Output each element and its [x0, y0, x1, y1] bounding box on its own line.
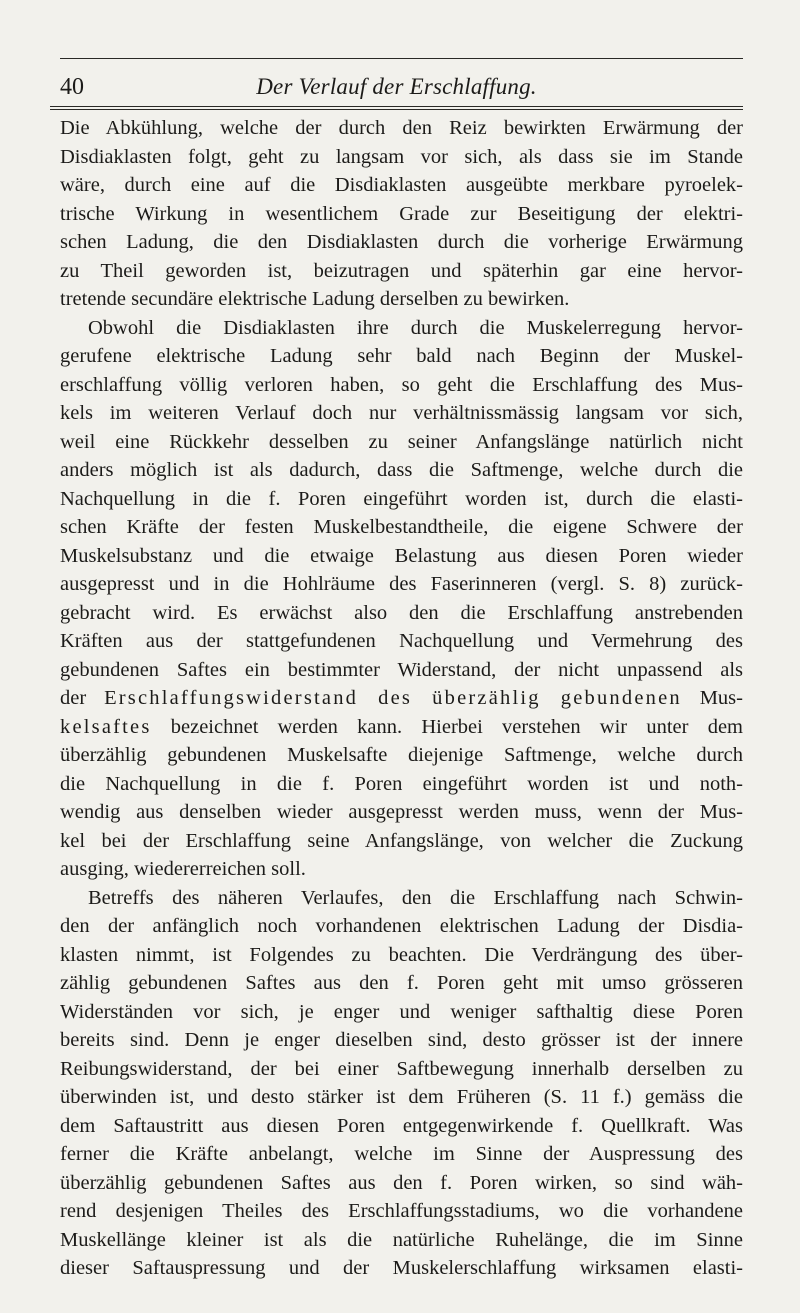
text-line: wendig aus denselben wieder ausgepresst werden muss, wenn der Mus- — [60, 801, 743, 823]
running-title: Der Verlauf der Erschlaffung. — [256, 74, 537, 99]
text-line: Nachquellung in die f. Poren eingeführt worden ist, durch die elasti- — [60, 487, 743, 510]
text-line: tretende secundäre elektrische Ladung derselben zu bewirken. — [60, 288, 570, 310]
text-line: Die Abkühlung, welche der durch den Reiz bewirkten Erwärmung der — [60, 117, 743, 139]
text-line-spaced — [60, 684, 743, 713]
text-line: klasten nimmt, ist Folgendes zu beachten. Die Verdrängung des über- — [60, 943, 743, 966]
spaced-term: Erschlaffungswiderstand des überzählig gebundenen — [104, 687, 682, 709]
text-line: Reibungswiderstand, der bei einer Saftbewegung innerhalb derselben zu — [60, 1057, 743, 1080]
text-line: gebracht wird. Es erwächst also den die Erschlaffung anstrebenden — [60, 601, 743, 624]
text-line: wäre, durch eine auf die Disdiaklasten ausgeübte merkbare pyroelek- — [60, 174, 743, 196]
text-run: bezeichnet werden kann. Hierbei verstehen wir unter dem — [151, 715, 743, 738]
text-line: trische Wirkung in wesentlichem Grade zur Beseitigung der elektri- — [60, 202, 743, 225]
text-line: gerufene elektrische Ladung sehr bald nach Beginn der Muskel- — [60, 345, 743, 367]
text-line: ausging, wiedererreichen soll. — [60, 858, 306, 880]
text-line: Obwohl die Disdiaklasten ihre durch die Muskelerregung hervor- — [88, 316, 743, 339]
text-line: den der anfänglich noch vorhandenen elektrischen Ladung der Disdia- — [60, 915, 743, 937]
page-number: 40 — [60, 74, 84, 100]
text-line: dieser Saftauspressung und der Muskelerschlaffung wirksamen elasti- — [60, 1257, 743, 1279]
text-run: der — [60, 687, 105, 709]
text-line: ferner die Kräfte anbelangt, welche im Sinne der Auspressung des — [60, 1143, 743, 1165]
text-line: ausgepresst und in die Hohlräume des Faserinneren (vergl. S. 8) zurück- — [60, 573, 743, 595]
text-line: Disdiaklasten folgt, geht zu langsam vor sich, als dass sie im Stande — [60, 145, 743, 168]
spaced-term: kelsaftes — [60, 715, 152, 738]
text-line: Muskelsubstanz und die etwaige Belastung aus diesen Poren wieder — [60, 544, 743, 567]
text-line: überzählig gebundenen Saftes aus den f. Poren wirken, so sind wäh- — [60, 1171, 743, 1194]
text-line: die Nachquellung in die f. Poren eingeführt worden ist und noth- — [60, 772, 743, 795]
text-line: zählig gebundenen Saftes aus den f. Poren geht mit umso grösseren — [60, 972, 743, 994]
text-line: schen Kräfte der festen Muskelbestandtheile, die eigene Schwere der — [60, 516, 743, 538]
page-header — [50, 71, 743, 103]
text-line: überwinden ist, und desto stärker ist dem Früheren (S. 11 f.) gemäss die — [60, 1086, 743, 1108]
text-line: überzählig gebundenen Muskelsafte diejenige Saftmenge, welche durch — [60, 744, 743, 766]
text-line: kels im weiteren Verlauf doch nur verhältnissmässig langsam vor sich, — [60, 402, 743, 424]
text-line: bereits sind. Denn je enger dieselben sind, desto grösser ist der innere — [60, 1029, 743, 1051]
body-text — [60, 114, 743, 1283]
text-line: Kräften aus der stattgefundenen Nachquellung und Vermehrung des — [60, 630, 743, 652]
text-line: dem Saftaustritt aus diesen Poren entgegenwirkende f. Quellkraft. Was — [60, 1114, 743, 1137]
header-rule — [50, 106, 743, 110]
text-line: weil eine Rückkehr desselben zu seiner Anfangslänge natürlich nicht — [60, 430, 743, 453]
text-line: Muskellänge kleiner ist als die natürliche Ruhelänge, die im Sinne — [60, 1228, 743, 1251]
text-line: rend desjenigen Theiles des Erschlaffungsstadiums, wo die vorhandene — [60, 1200, 743, 1222]
text-line: schen Ladung, die den Disdiaklasten durch die vorherige Erwärmung — [60, 231, 743, 253]
text-line: Betreffs des näheren Verlaufes, den die Erschlaffung nach Schwin- — [88, 886, 743, 909]
text-line: Widerständen vor sich, je enger und weniger safthaltig diese Poren — [60, 1000, 743, 1023]
text-line: gebundenen Saftes ein bestimmter Widerstand, der nicht unpassend als — [60, 658, 743, 681]
text-line: kel bei der Erschlaffung seine Anfangslänge, von welcher die Zuckung — [60, 829, 743, 852]
text-line: erschlaffung völlig verloren haben, so geht die Erschlaffung des Mus- — [60, 373, 743, 396]
top-page-edge-rule — [60, 58, 743, 59]
text-line-spaced — [60, 713, 743, 742]
text-run: Mus- — [681, 687, 743, 709]
text-line: anders möglich ist als dadurch, dass die Saftmenge, welche durch die — [60, 459, 743, 481]
text-line: zu Theil geworden ist, beizutragen und späterhin gar eine hervor- — [60, 259, 743, 282]
